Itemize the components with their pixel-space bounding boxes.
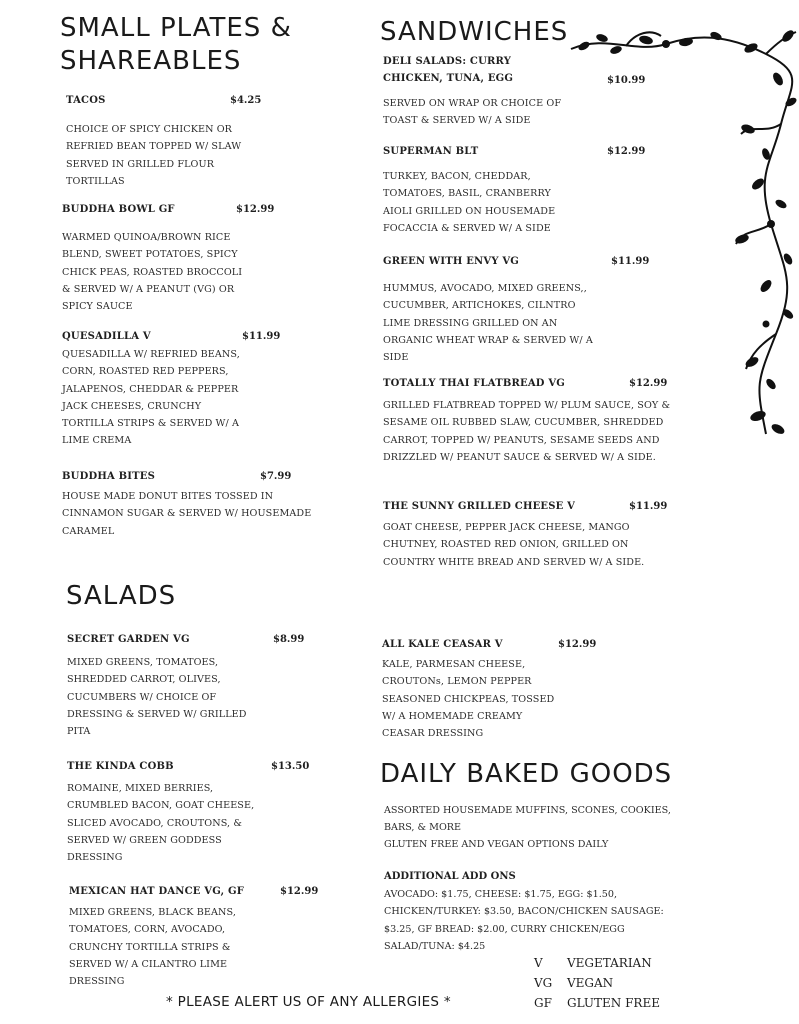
- item-name: QUESADILLA V: [62, 331, 151, 342]
- item-price: $12.99: [629, 378, 668, 389]
- item-price: $10.99: [607, 75, 646, 86]
- add-ons-title: ADDITIONAL ADD ONS: [384, 871, 516, 882]
- item-description: TURKEY, BACON, CHEDDAR, TOMATOES, BASIL, CRANBERRY AIOLI GRILLED ON HOUSEMADE FOCACCIA & SERVED W/ A SIDE: [383, 171, 556, 234]
- legend-word: VEGETARIAN: [567, 956, 652, 970]
- item-price: $4.25: [230, 95, 262, 106]
- legend-word: GLUTEN FREE: [567, 996, 660, 1010]
- item-name: BUDDHA BOWL GF: [62, 204, 175, 215]
- item-description: MIXED GREENS, BLACK BEANS, TOMATOES, CORN, AVOCADO, CRUNCHY TORTILLA STRIPS & SERVED W/ A CILANTRO LIME DRESSING: [69, 907, 236, 988]
- item-price: $13.50: [271, 761, 310, 772]
- item-name: GREEN WITH ENVY VG: [383, 256, 520, 267]
- item-name: THE KINDA COBB: [67, 761, 174, 772]
- legend-row: [534, 996, 704, 1016]
- item-price: $11.99: [242, 331, 281, 342]
- item-description: MIXED GREENS, TOMATOES, SHREDDED CARROT, OLIVES, CUCUMBERS W/ CHOICE OF DRESSING & SERVED W/ GRILLED PITA: [67, 657, 247, 738]
- item-name: TACOS: [66, 95, 106, 106]
- legend-abbr: V: [534, 956, 543, 970]
- item-name: DELI SALADS: CURRY CHICKEN, TUNA, EGG: [383, 56, 514, 84]
- item-name: BUDDHA BITES: [62, 471, 156, 482]
- item-description: GRILLED FLATBREAD TOPPED W/ PLUM SAUCE, SOY & SESAME OIL RUBBED SLAW, CUCUMBER, SHREDDED CARROT, TOPPED W/ PEANUTS, SESAME SEEDS AND DRIZZLED W/ PEANUT SAUCE & SERVED W/ A SIDE.: [383, 400, 671, 463]
- add-ons-text: AVOCADO: $1.75, CHEESE: $1.75, EGG: $1.50, CHICKEN/TURKEY: $3.50, BACON/CHICKEN SAUSAGE: $3.25, GF BREAD: $2.00, CURRY CHICKEN/EGG SALAD/TUNA: $4.25: [384, 889, 664, 952]
- item-description: GOAT CHEESE, PEPPER JACK CHEESE, MANGO CHUTNEY, ROASTED RED ONION, GRILLED ON COUNTRY WHITE BREAD AND SERVED W/ A SIDE.: [383, 522, 645, 568]
- item-name: SECRET GARDEN VG: [67, 634, 190, 645]
- item-price: $12.99: [236, 204, 275, 215]
- daily-baked-title: DAILY BAKED GOODS: [380, 759, 673, 789]
- item-name: SUPERMAN BLT: [383, 146, 479, 157]
- item-price: $11.99: [611, 256, 650, 267]
- legend-row: [534, 956, 704, 976]
- baked-goods-options: GLUTEN FREE AND VEGAN OPTIONS DAILY: [384, 839, 609, 850]
- baked-goods-text: ASSORTED HOUSEMADE MUFFINS, SCONES, COOKIES, BARS, & MORE: [384, 805, 671, 834]
- item-price: $7.99: [260, 471, 292, 482]
- item-price: $11.99: [629, 501, 668, 512]
- salads-title: SALADS: [66, 581, 177, 611]
- item-description: HUMMUS, AVOCADO, MIXED GREENS,, CUCUMBER, ARTICHOKES, CILNTRO LIME DRESSING GRILLED ON AN ORGANIC WHEAT WRAP & SERVED W/ A SIDE: [383, 283, 593, 364]
- item-description: CHOICE OF SPICY CHICKEN OR REFRIED BEAN TOPPED W/ SLAW SERVED IN GRILLED FLOUR TORTILLAS: [66, 124, 242, 187]
- item-description: KALE, PARMESAN CHEESE, CROUTONs, LEMON PEPPER SEASONED CHICKPEAS, TOSSED W/ A HOMEMADE CREAMY CEASAR DRESSING: [382, 659, 555, 740]
- item-name: TOTALLY THAI FLATBREAD VG: [383, 378, 566, 389]
- item-price: $12.99: [280, 886, 319, 897]
- item-price: $12.99: [558, 639, 597, 650]
- legend-word: VEGAN: [567, 976, 614, 990]
- item-description: HOUSE MADE DONUT BITES TOSSED IN CINNAMON SUGAR & SERVED W/ HOUSEMADE CARAMEL: [62, 491, 312, 537]
- item-price: $8.99: [273, 634, 305, 645]
- item-name: ALL KALE CEASAR V: [382, 639, 503, 650]
- item-description: QUESADILLA W/ REFRIED BEANS, CORN, ROASTED RED PEPPERS, JALAPENOS, CHEDDAR & PEPPER JACK CHEESES, CRUNCHY TORTILLA STRIPS & SERVED W/ A LIME CREMA: [62, 349, 240, 447]
- legend-abbr: VG: [534, 976, 553, 990]
- legend-abbr: GF: [534, 996, 552, 1010]
- diet-legend: [534, 956, 704, 1016]
- small-plates-title: SMALL PLATES & SHAREABLES: [60, 13, 292, 77]
- item-name: THE SUNNY GRILLED CHEESE V: [383, 501, 576, 512]
- floral-vine-icon: [566, 24, 799, 444]
- allergy-note: * PLEASE ALERT US OF ANY ALLERGIES *: [166, 994, 451, 1010]
- sandwiches-title: SANDWICHES: [380, 17, 569, 47]
- item-description: ROMAINE, MIXED BERRIES, CRUMBLED BACON, GOAT CHEESE, SLICED AVOCADO, CROUTONS, & SERVED W/ GREEN GODDESS DRESSING: [67, 783, 255, 864]
- item-description: SERVED ON WRAP OR CHOICE OF TOAST & SERVED W/ A SIDE: [383, 98, 562, 127]
- item-price: $12.99: [607, 146, 646, 157]
- item-name: MEXICAN HAT DANCE VG, GF: [69, 886, 245, 897]
- item-description: WARMED QUINOA/BROWN RICE BLEND, SWEET POTATOES, SPICY CHICK PEAS, ROASTED BROCCOLI & SERVED W/ A PEANUT (VG) OR SPICY SAUCE: [62, 232, 243, 313]
- legend-row: [534, 976, 704, 996]
